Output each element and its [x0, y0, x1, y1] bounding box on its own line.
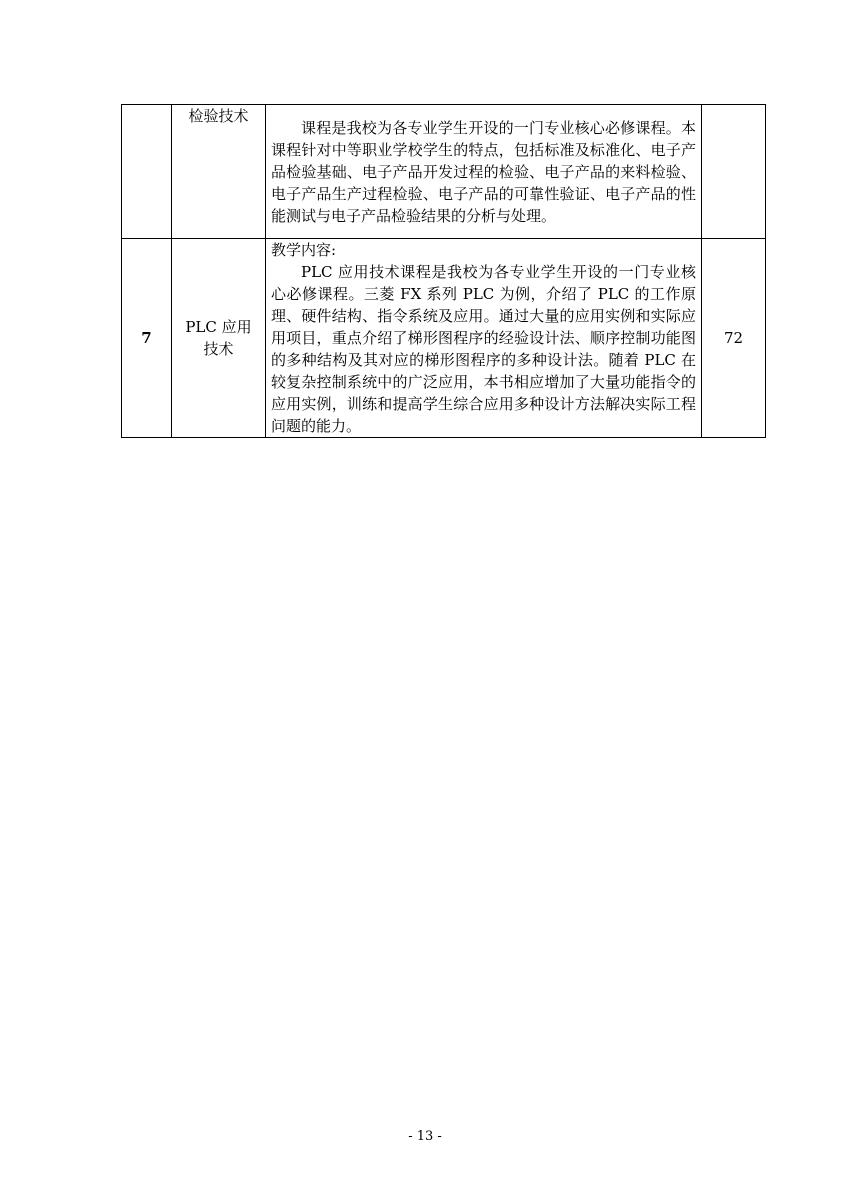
course-name: 检验技术 [172, 105, 266, 239]
course-hours: 72 [702, 239, 766, 438]
course-table [121, 104, 766, 438]
table-row [122, 239, 766, 438]
course-description [266, 239, 702, 438]
course-hours [702, 105, 766, 239]
course-description-text: 课程是我校为各专业学生开设的一门专业核心必修课程。本课程针对中等职业学校学生的特点，包括标准及标准化、电子产品检验基础、电子产品开发过程的检验、电子产品的来料检验、电子产品生产过程检验、电子产品的可靠性验证、电子产品的性能测试与电子产品检验结果的分析与处理。 [271, 118, 696, 225]
table-row [122, 105, 766, 239]
course-name-text: PLC 应用技术 [185, 318, 252, 358]
course-number [122, 105, 172, 239]
course-description-text: PLC 应用技术课程是我校为各专业学生开设的一门专业核心必修课程。三菱 FX 系列 PLC 为例，介绍了 PLC 的工作原理、硬件结构、指令系统及应用。通过大量的应用实例和实际应用项目，重点介绍了梯形图程序的经验设计法、顺序控制功能图的多种结构及其对应的梯形图程序的多种设计法。随着 PLC 在较复杂控制系统中的广泛应用，本书相应增加了大量功能指令的应用实例，训练和提高学生综合应用多种设计方法解决实际工程问题的能力。 [271, 263, 696, 435]
course-description-intro: 教学内容: [271, 241, 337, 259]
course-number: 7 [122, 239, 172, 438]
course-name [172, 239, 266, 438]
course-description [266, 105, 702, 239]
page-number: - 13 - [408, 1129, 442, 1144]
